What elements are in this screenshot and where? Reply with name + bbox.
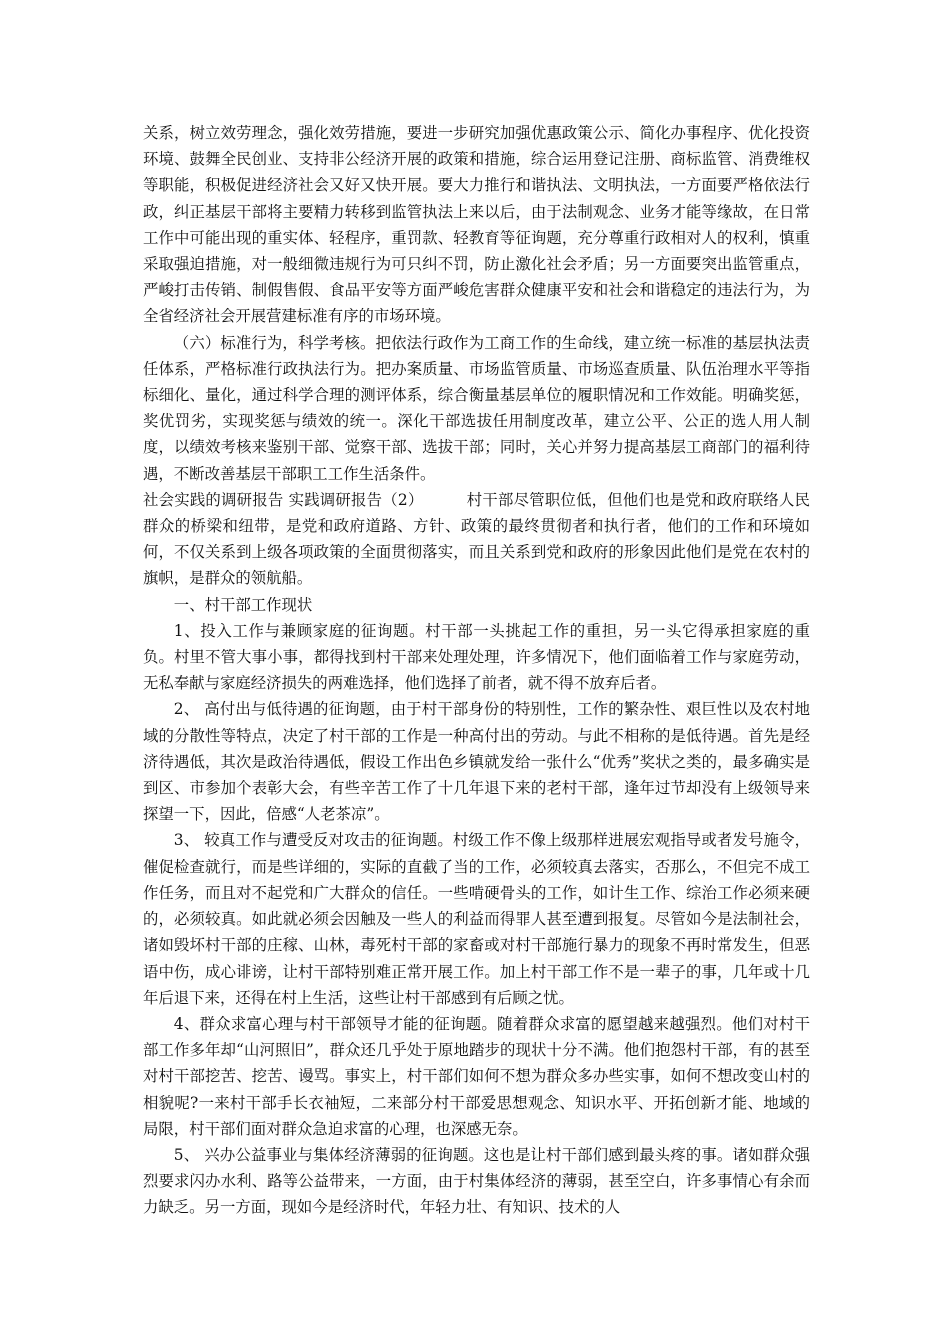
paragraph-2: （六）标准行为，科学考核。把依法行政作为工商工作的生命线，建立统一标准的基层执法责任体系，严格标准行政执法行为。把办案质量、市场监管质量、市场巡查质量、队伍治理水平等指标细化、量化，通过科学合理的测评体系，综合衡量基层单位的履职情况和工作效能。明确奖惩，奖优罚劣，实现奖惩与绩效的统一。深化干部选拔任用制度改革，建立公平、公正的选人用人制度，以绩效考核来鉴别干部、觉察干部、选拔干部；同时，关心并努力提高基层工商部门的福利待遇，不断改善基层干部职工工作生活条件。 <box>143 333 810 483</box>
paragraph-item-3: 3、 较真工作与遭受反对攻击的征询题。村级工作不像上级那样进展宏观指导或者发号施令，催促检查就行，而是些详细的，实际的直截了当的工作，必须较真去落实，否那么，不但完不成工作任务，而且对不起党和广大群众的信任。一些啃硬骨头的工作，如计生工作、综治工作必须来硬的，必须较真。如此就必须会因触及一些人的利益而得罪人甚至遭到报复。尽管如今是法制社会，诸如毁坏村干部的庄稼、山林，毒死村干部的家畜或对村干部施行暴力的现象不再时常发生，但恶语中伤，成心诽谤，让村干部特别难正常开展工作。加上村干部工作不是一辈子的事，几年或十几年后退下来，还得在村上生活，这些让村干部感到有后顾之忧。 <box>143 831 810 1007</box>
paragraph-1: 关系，树立效劳理念，强化效劳措施，要进一步研究加强优惠政策公示、简化办事程序、优化投资环境、鼓舞全民创业、支持非公经济开展的政策和措施，综合运用登记注册、商标监管、消费维权等职能，积极促进经济社会又好又快开展。要大力推行和谐执法、文明执法，一方面要严格依法行政，纠正基层干部将主要精力转移到监管执法上来以后，由于法制观念、业务才能等缘故，在日常工作中可能出现的重实体、轻程序，重罚款、轻教育等征询题，充分尊重行政相对人的权利，慎重采取强迫措施，对一般细微违规行为可只纠不罚，防止激化社会矛盾；另一方面要突出监管重点，严峻打击传销、制假售假、食品平安等方面严峻危害群众健康平安和社会和谐稳定的违法行为，为全省经济社会开展营建标准有序的市场环境。 <box>143 124 810 326</box>
paragraph-3-body: 村干部尽管职位低，但他们也是党和政府联络人民群众的桥梁和纽带，是党和政府道路、方针、政策的最终贯彻者和执行者，他们的工作和环境如何，不仅关系到上级各项政策的全面贯彻落实，而且关系到党和政府的形象因此他们是党在农村的旗帜，是群众的领航船。 <box>143 490 810 588</box>
paragraph-item-2: 2、 高付出与低待遇的征询题，由于村干部身份的特别性，工作的繁杂性、艰巨性以及农村地域的分散性等特点，决定了村干部的工作是一种高付出的劳动。与此不相称的是低待遇。首先是经济待遇低，其次是政治待遇低，假设工作出色乡镇就发给一张什么“优秀”奖状之类的，最多确实是到区、市参加个表彰大会，有些辛苦工作了十几年退下来的老村干部，逢年过节却没有上级领导来探望一下，因此，倍感“人老茶凉”。 <box>143 700 810 824</box>
paragraph-3 <box>143 487 810 592</box>
section-heading: 一、村干部工作现状 <box>173 595 313 614</box>
paragraph-item-1: 1、投入工作与兼顾家庭的征询题。村干部一头挑起工作的重担，另一头它得承担家庭的重负。村里不管大事小事，都得找到村干部来处理处理，许多情况下，他们面临着工作与家庭劳动，无私奉献与家庭经济损失的两难选择，他们选择了前者，就不得不放弃后者。 <box>143 621 810 693</box>
report-title: 社会实践的调研报告 实践调研报告（2） <box>143 490 424 509</box>
paragraph-item-4: 4、群众求富心理与村干部领导才能的征询题。随着群众求富的愿望越来越强烈。他们对村干部工作多年却“山河照旧”，群众还几乎处于原地踏步的现状十分不满。他们抱怨村干部，有的甚至对村干部挖苦、挖苦、谩骂。事实上，村干部们如何不想为群众多办些实事，如何不想改变山村的相貌呢?一来村干部手长衣袖短，二来部分村干部爱思想观念、知识水平、开拓创新才能、地域的局限，村干部们面对群众急迫求富的心理，也深感无奈。 <box>143 1014 810 1138</box>
paragraph-item-5: 5、 兴办公益事业与集体经济薄弱的征询题。这也是让村干部们感到最头疼的事。诸如群众强烈要求闪办水利、路等公益带来，一方面，由于村集体经济的薄弱，甚至空白，许多事情心有余而力缺乏。另一方面，现如今是经济时代，年轻力壮、有知识、技术的人 <box>143 1145 810 1217</box>
document-page <box>143 120 810 1221</box>
